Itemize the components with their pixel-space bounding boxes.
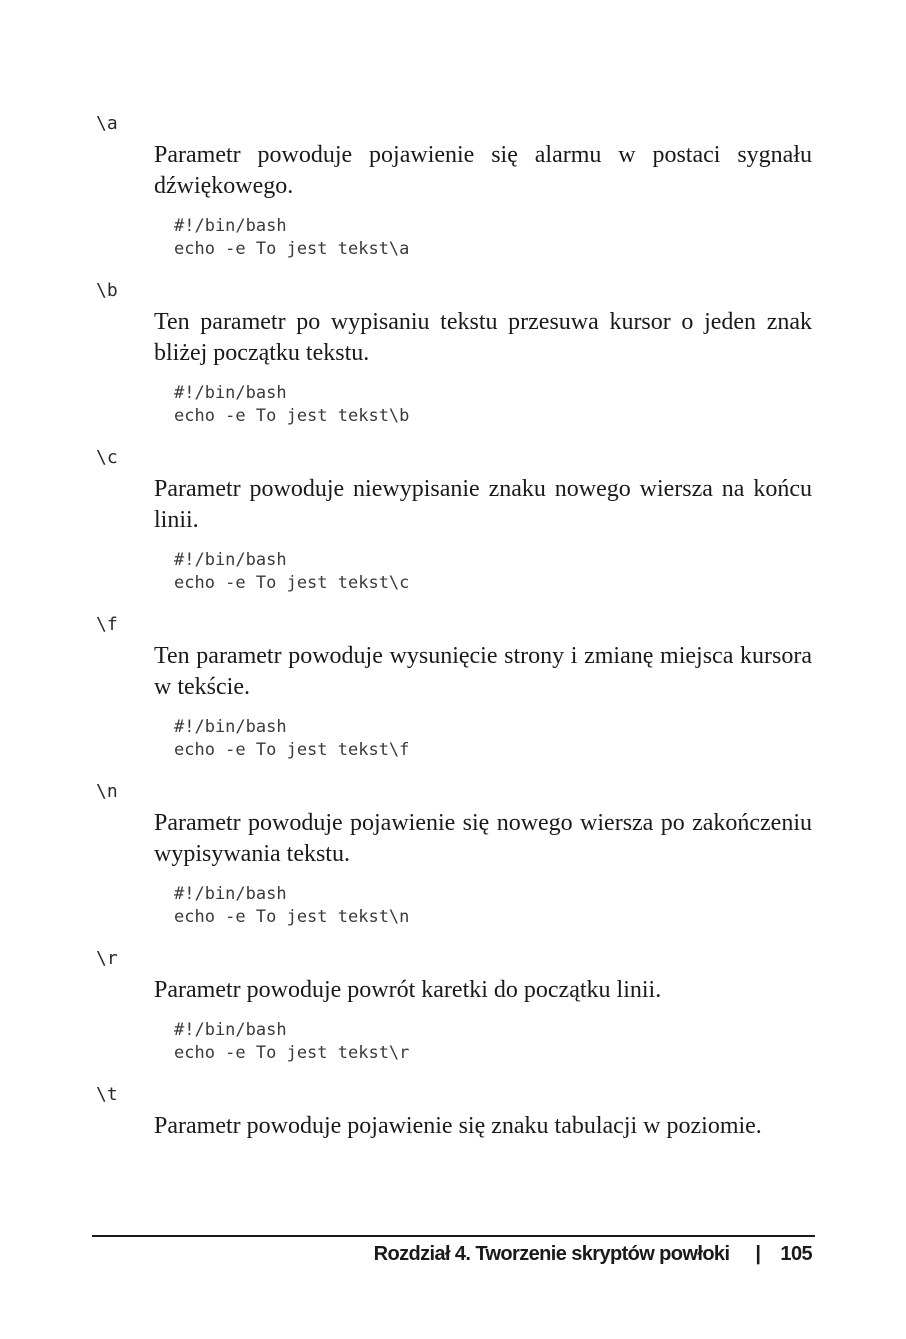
code-line: #!/bin/bash — [174, 216, 287, 236]
entry-term: \t — [96, 1084, 118, 1105]
page-footer — [92, 1243, 812, 1266]
entry-backspace — [0, 280, 906, 430]
entry-description: Ten parametr powoduje wysunięcie strony i zmianę miejsca kursora w tekście. — [154, 643, 812, 700]
entry-term: \r — [96, 948, 118, 969]
entry-term: \f — [96, 614, 118, 635]
entry-form-feed — [0, 614, 906, 764]
page-number: 105 — [780, 1243, 812, 1265]
code-line: echo -e To jest tekst\c — [174, 573, 410, 593]
entry-no-newline — [0, 447, 906, 597]
footer-rule — [92, 1235, 815, 1237]
code-line: #!/bin/bash — [174, 884, 287, 904]
entry-description: Parametr powoduje powrót karetki do początku linii. — [154, 977, 662, 1003]
entry-description: Parametr powoduje pojawienie się znaku tabulacji w poziomie. — [154, 1113, 762, 1139]
code-line: echo -e To jest tekst\r — [174, 1043, 410, 1063]
code-line: echo -e To jest tekst\a — [174, 239, 410, 259]
entry-description: Parametr powoduje pojawienie się nowego wiersza po zakończeniu wypisywania tekstu. — [154, 810, 812, 867]
footer-separator: | — [755, 1243, 761, 1265]
code-line: echo -e To jest tekst\b — [174, 406, 410, 426]
code-line: echo -e To jest tekst\f — [174, 740, 410, 760]
chapter-title: Rozdział 4. Tworzenie skryptów powłoki — [373, 1243, 730, 1265]
code-line: #!/bin/bash — [174, 550, 287, 570]
entry-term: \a — [96, 113, 118, 134]
entry-description: Parametr powoduje niewypisanie znaku nowego wiersza na końcu linii. — [154, 476, 812, 533]
code-line: echo -e To jest tekst\n — [174, 907, 410, 927]
entry-term: \n — [96, 781, 118, 802]
entry-term: \b — [96, 280, 118, 301]
entry-description: Parametr powoduje pojawienie się alarmu w postaci sygnału dźwiękowego. — [154, 142, 812, 199]
code-line: #!/bin/bash — [174, 717, 287, 737]
entry-tab — [0, 1084, 906, 1184]
entry-alarm — [0, 113, 906, 263]
entry-newline — [0, 781, 906, 931]
code-line: #!/bin/bash — [174, 1020, 287, 1040]
entry-carriage-return — [0, 948, 906, 1068]
code-line: #!/bin/bash — [174, 383, 287, 403]
entry-description: Ten parametr po wypisaniu tekstu przesuwa kursor o jeden znak bliżej początku tekstu. — [154, 309, 812, 366]
entry-term: \c — [96, 447, 118, 468]
